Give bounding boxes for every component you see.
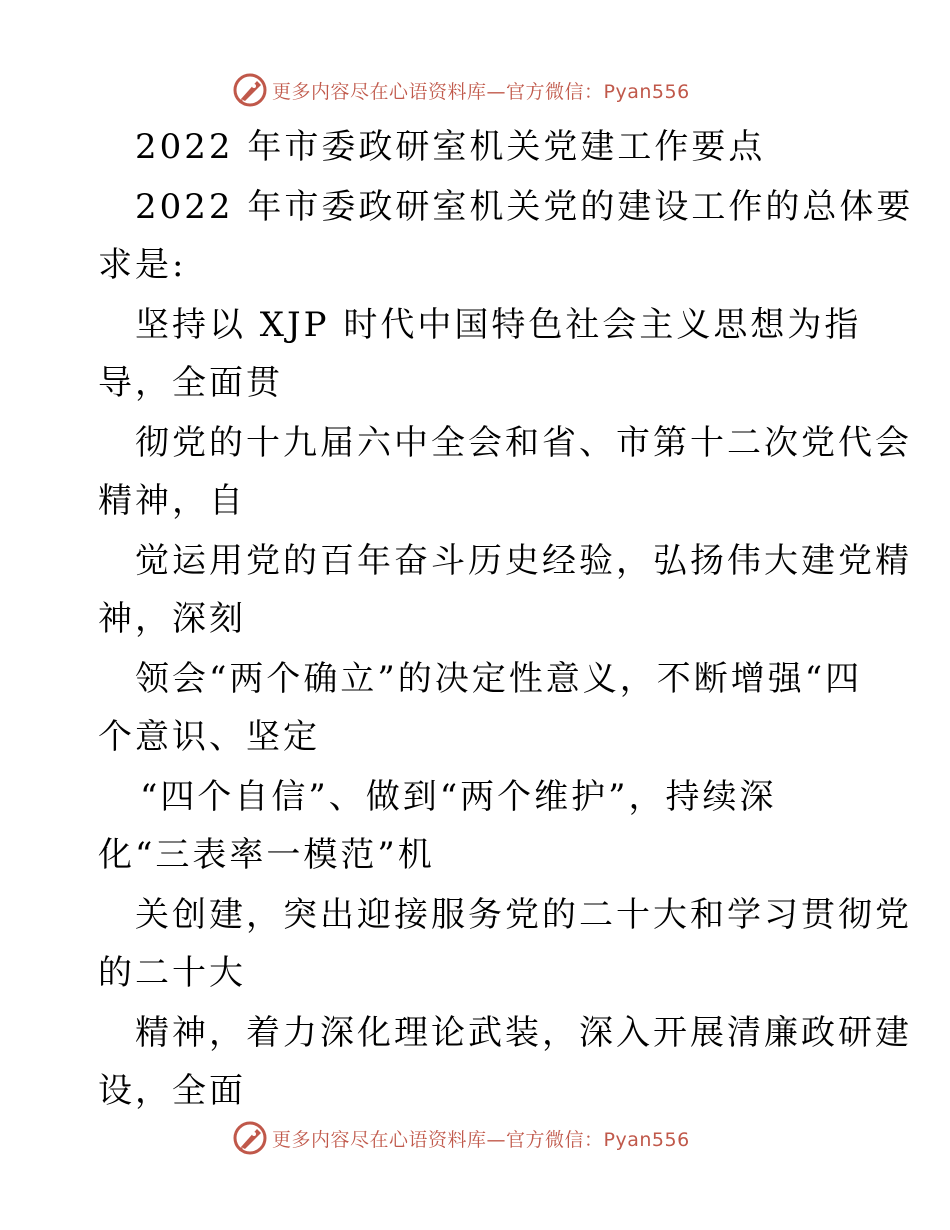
paragraph-line: 导，全面贯	[98, 363, 283, 403]
paragraph-line: 的二十大	[98, 953, 246, 993]
paragraph-line: “四个自信”、做到“两个维护”，持续深	[140, 777, 777, 817]
document-title: 2022 年市委政研室机关党建工作要点	[135, 127, 766, 167]
paragraph-line: 彻党的十九届六中全会和省、市第十二次党代会	[135, 423, 912, 463]
footer-watermark	[0, 1118, 950, 1158]
paragraph-line: 个意识、坚定	[98, 717, 320, 757]
paragraph-line: 精神，着力深化理论武装，深入开展清廉政研建	[135, 1013, 912, 1053]
paragraph-line: 觉运用党的百年奋斗历史经验，弘扬伟大建党精	[135, 541, 912, 581]
pen-logo-icon	[232, 72, 268, 108]
paragraph-line: 设，全面	[98, 1071, 246, 1111]
paragraph-line: 神，深刻	[98, 599, 246, 639]
paragraph-line: 求是:	[98, 245, 187, 285]
paragraph-line: 领会“两个确立”的决定性意义，不断增强“四	[135, 659, 863, 699]
watermark-text: 更多内容尽在心语资料库—官方微信：Pyan556	[272, 1128, 690, 1151]
paragraph-line: 精神，自	[98, 481, 246, 521]
paragraph-line: 2022 年市委政研室机关党的建设工作的总体要	[135, 187, 914, 227]
pen-logo-icon	[232, 1120, 268, 1156]
paragraph-line: 坚持以 XJP 时代中国特色社会主义思想为指	[135, 305, 862, 345]
paragraph-line: 化“三表率一模范”机	[98, 835, 435, 875]
watermark-text: 更多内容尽在心语资料库—官方微信：Pyan556	[272, 80, 690, 103]
header-watermark	[0, 70, 950, 110]
paragraph-line: 关创建，突出迎接服务党的二十大和学习贯彻党	[135, 895, 912, 935]
